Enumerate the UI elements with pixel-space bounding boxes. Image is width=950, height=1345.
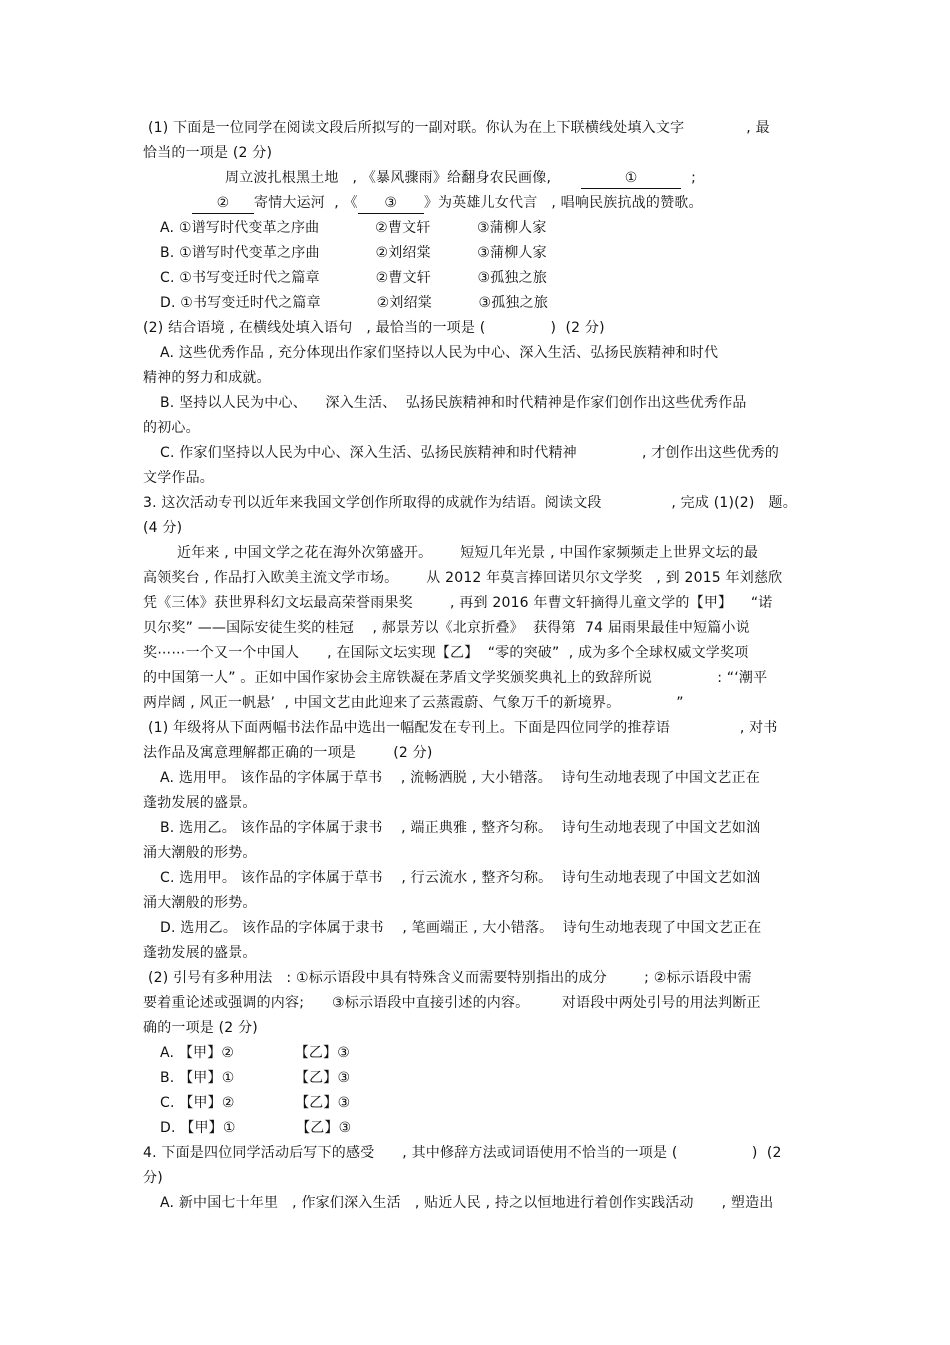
passage-line: 两岸阔 , 风正一帆悬’ , 中国文艺由此迎来了云蒸霞蔚、气象万千的新境界。 ” (143, 695, 684, 711)
q3-2-score: 确的一项是 (2 分) (143, 1020, 258, 1036)
passage-line: 贝尔奖” ——国际安徒生奖的桂冠 , 郝景芳以《北京折叠》 获得第 74 届雨果最佳中短篇小说 (143, 620, 750, 636)
passage-line: 的中国第一人” 。正如中国作家协会主席铁凝在茅盾文学奖颁奖典礼上的致辞所说 : “‘潮平 (143, 670, 768, 686)
q1-stem (148, 118, 770, 140)
q4-option-a: A. 新中国七十年里 , 作家们深入生活 , 贴近人民 , 持之以恒地进行着创作实践活动 , 塑造出 (160, 1195, 774, 1211)
q2-option-b-cont: 的初心。 (143, 420, 200, 436)
q2-option-a-cont: 精神的努力和成就。 (143, 370, 271, 386)
q3-1-option-b-cont: 涌大潮般的形势。 (143, 845, 257, 861)
q3-2-stem-cont: 要着重论述或强调的内容; ③标示语段中直接引述的内容。 对语段中两处引号的用法判断正 (143, 995, 761, 1011)
q1-score: 恰当的一项是 (2 分) (143, 145, 273, 161)
q2-option-a: A. 这些优秀作品 , 充分体现出作家们坚持以人民为中心、深入生活、弘扬民族精神和时代 (160, 345, 719, 361)
q1-option-d: D. ①书写变迁时代之篇章 ②刘绍棠 ③孤独之旅 (160, 295, 549, 311)
passage-line: 凭《三体》获世界科幻文坛最高荣誉雨果奖 , 再到 2016 年曹文轩摘得儿童文学的【甲】 “诺 (143, 595, 773, 611)
q3-stem: 3. 这次活动专刊以近年来我国文学创作所取得的成就作为结语。阅读文段 , 完成 (1)(2) 题。 (143, 495, 797, 511)
q3-1-option-c-cont: 涌大潮般的形势。 (143, 895, 257, 911)
blank-1: ① (581, 168, 681, 189)
q2-option-b: B. 坚持以人民为中心、 深入生活、 弘扬民族精神和时代精神是作家们创作出这些优秀作品 (160, 395, 747, 411)
couplet-upper-text: 周立波扎根黑土地 , 《暴风骤雨》给翻身农民画像, (225, 170, 552, 186)
couplet-lower (192, 193, 703, 215)
couplet-lower-text-2: 》为英雄儿女代言 , 唱响民族抗战的赞歌。 (423, 195, 703, 211)
q3-1-stem-cont: 法作品及寓意理解都正确的一项是 (2 分) (143, 745, 433, 761)
q3-1-option-b: B. 选用乙。 该作品的字体属于隶书 , 端正典雅 , 整齐匀称。 诗句生动地表现了中国文艺如汹 (160, 820, 761, 836)
blank-2: ② (192, 193, 254, 214)
q2-option-c: C. 作家们坚持以人民为中心、深入生活、弘扬民族精神和时代精神 , 才创作出这些优秀的 (160, 445, 780, 461)
q1-option-c: C. ①书写变迁时代之篇章 ②曹文轩 ③孤独之旅 (160, 270, 548, 286)
q1-option-a: A. ①谱写时代变革之序曲 ②曹文轩 ③蒲柳人家 (160, 220, 547, 236)
q1-option-b: B. ①谱写时代变革之序曲 ②刘绍棠 ③蒲柳人家 (160, 245, 547, 261)
q3-2-stem: (2) 引号有多种用法 : ①标示语段中具有特殊含义而需要特别指出的成分 ; ②标示语段中需 (148, 970, 752, 986)
blank-3: ③ (358, 193, 424, 214)
q4-stem: 4. 下面是四位同学活动后写下的感受 , 其中修辞方法或词语使用不恰当的一项是 ( ) (2 (143, 1145, 782, 1161)
passage-line: 高领奖台 , 作品打入欧美主流文学市场。 从 2012 年莫言捧回诺贝尔文学奖 , 到 2015 年刘慈欣 (143, 570, 783, 586)
q3-2-option-c: C. 【甲】② 【乙】③ (160, 1095, 351, 1111)
q1-stem-text: (1) 下面是一位同学在阅读文段后所拟写的一副对联。你认为在上下联横线处填入文字 (148, 120, 685, 136)
q4-score: 分) (143, 1170, 163, 1186)
q3-2-option-a: A. 【甲】② 【乙】③ (160, 1045, 350, 1061)
couplet-upper-end: ; (691, 170, 697, 186)
q3-1-option-a: A. 选用甲。 该作品的字体属于草书 , 流畅洒脱 , 大小错落。 诗句生动地表现了中国文艺正在 (160, 770, 761, 786)
q3-score: (4 分) (143, 520, 183, 536)
q3-1-option-a-cont: 蓬勃发展的盛景。 (143, 795, 257, 811)
q3-2-option-b: B. 【甲】① 【乙】③ (160, 1070, 351, 1086)
q3-2-option-d: D. 【甲】① 【乙】③ (160, 1120, 352, 1136)
couplet-upper (225, 168, 696, 190)
q3-1-option-d: D. 选用乙。 该作品的字体属于隶书 , 笔画端正 , 大小错落。 诗句生动地表现了中国文艺正在 (160, 920, 762, 936)
q3-1-option-d-cont: 蓬勃发展的盛景。 (143, 945, 257, 961)
q1-stem-end: , 最 (746, 120, 770, 136)
couplet-lower-text: 寄情大运河 , 《 (254, 195, 358, 211)
passage-line: 奖⋯⋯一个又一个中国人 , 在国际文坛实现【乙】 “零的突破” , 成为多个全球权威文学奖项 (143, 645, 749, 661)
q2-option-c-cont: 文学作品。 (143, 470, 214, 486)
q3-1-option-c: C. 选用甲。 该作品的字体属于草书 , 行云流水 , 整齐匀称。 诗句生动地表现了中国文艺如汹 (160, 870, 761, 886)
q2-stem: (2) 结合语境 , 在横线处填入语句 , 最恰当的一项是 ( ) (2 分) (143, 320, 605, 336)
q3-1-stem: (1) 年级将从下面两幅书法作品中选出一幅配发在专刊上。下面是四位同学的推荐语 , 对书 (148, 720, 778, 736)
passage-line: 近年来 , 中国文学之花在海外次第盛开。 短短几年光景 , 中国作家频频走上世界文坛的最 (177, 545, 759, 561)
